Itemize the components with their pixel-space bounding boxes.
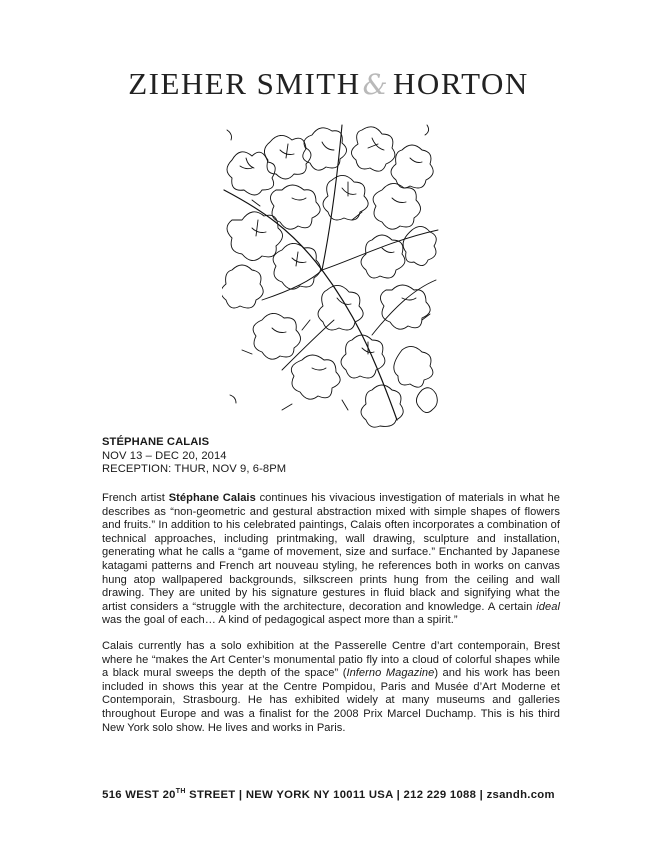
logo-text-left: ZIEHER SMITH [128, 66, 361, 101]
floral-line-drawing-image [222, 120, 440, 430]
logo-text-right: HORTON [393, 66, 529, 101]
p2-text-b: ) and his work has been included in shows this year at the Centre Pompidou, Paris and Musée d’Art Moderne et Contemporain, Strasbourg. He has exhibited widely at many museums and galleries throughout Europe and was a finalist for the 2008 Prix Marcel Duchamp. This is his third New York solo show. He lives and works in Paris. [102, 667, 561, 734]
p1-text-a: French artist [102, 492, 169, 504]
press-paragraph-1 [102, 492, 560, 628]
gallery-logo [0, 66, 657, 103]
artwork-image [222, 120, 440, 430]
footer-address-b: STREET | NEW YORK NY 10011 USA | 212 229 1088 | zsandh.com [185, 789, 555, 801]
show-info [102, 436, 286, 477]
show-dates: NOV 13 – DEC 20, 2014 [102, 449, 227, 462]
footer-contact [0, 788, 657, 801]
footer-address-sup: TH [175, 788, 186, 795]
p1-artist-name: Stéphane Calais [168, 492, 256, 504]
p2-magazine: Inferno Magazine [346, 667, 435, 680]
logo-ampersand: & [362, 68, 390, 101]
p1-text-c: was the goal of each… A kind of pedagogical aspect more than a spirit.” [102, 614, 458, 627]
p1-text-b: continues his vivacious investigation of materials in what he describes as “non-geometric and gestural abstraction mixed with simple shapes of flowers and fruits.” In addition to his celebrated paintings, Calais often incorporates a combination of technical approaches, including printmaking, wall drawing, sculpture and installation, generating what he calls a “game of movement, size and surface.” Enchanted by Japanese katagami patterns and French art nouveau styling, he references both in works on canvas hung atop wallpapered backgrounds, silkscreen prints hung from the ceiling and wall drawing. They are united by his signature gestures in fluid black and signifying what the artist considers a “struggle with the architecture, decoration and knowledge. A certain [102, 492, 560, 613]
reception-info: RECEPTION: THUR, NOV 9, 6-8PM [102, 463, 287, 475]
p2-text-a: Calais currently has a solo exhibition at the Passerelle Centre d’art contemporain, Brest where he “makes the Art Center’s monumental patio fly into a cloud of colorful shapes while a black mural sweeps the depth of the space” ( [102, 640, 560, 680]
footer-address-a: 516 WEST 20 [102, 789, 176, 801]
p1-ideal: ideal [536, 600, 560, 613]
artist-name: STÉPHANE CALAIS [102, 436, 210, 448]
press-paragraph-2 [102, 640, 560, 735]
